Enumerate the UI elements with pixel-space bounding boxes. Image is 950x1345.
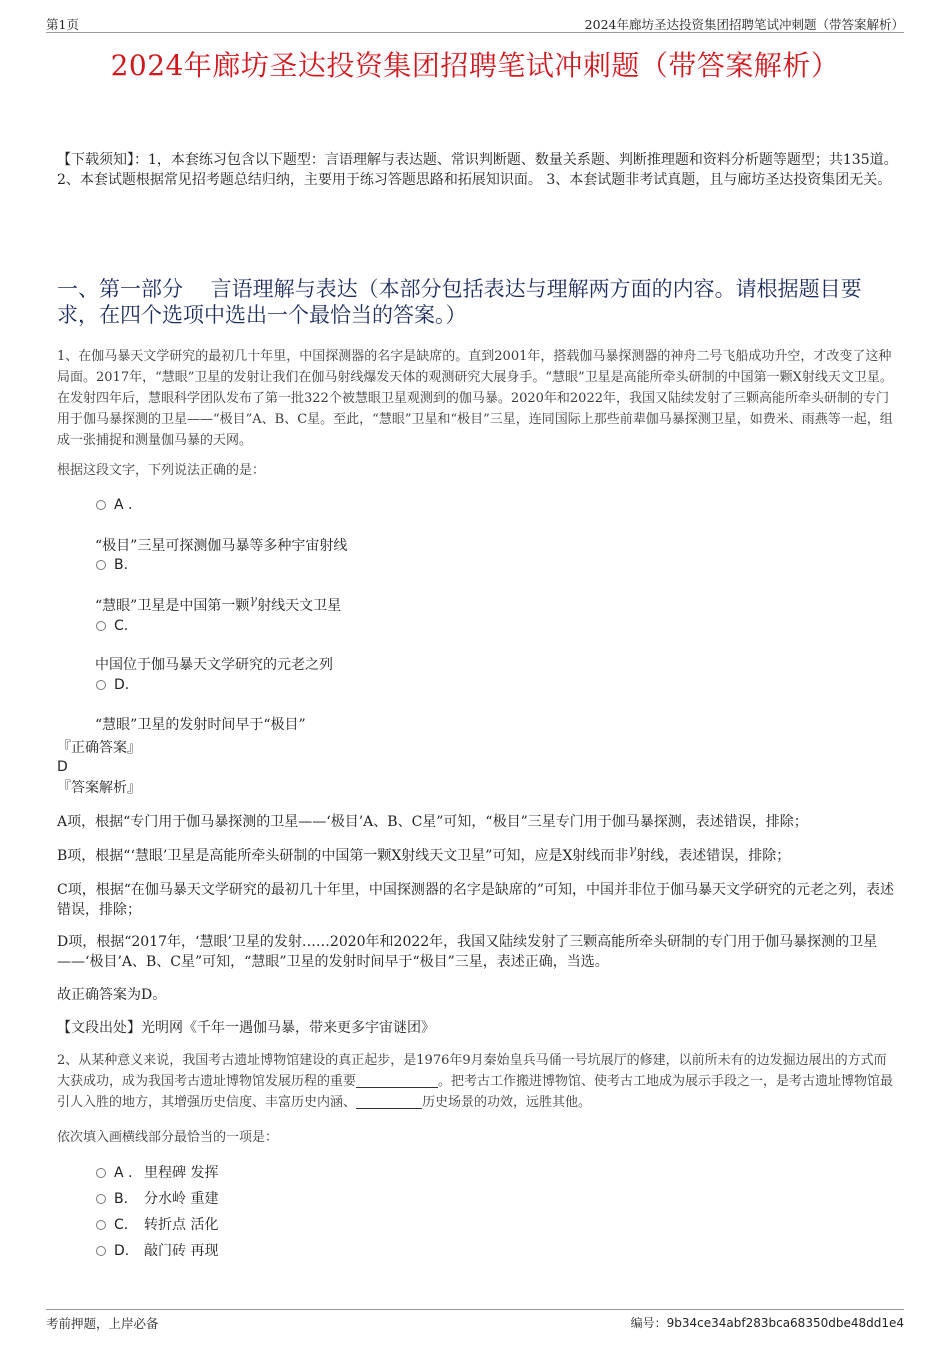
option-key: D. [114,677,130,693]
option-key: D. [114,1243,130,1259]
gamma-symbol: γ [249,593,258,608]
conclusion: 故正确答案为D。 [57,987,167,1003]
page-header [46,14,904,33]
option-key: B. [114,557,129,573]
source-citation: 【文段出处】光明网《千年一遇伽马暴，带来更多宇宙谜团》 [57,1020,435,1036]
q1-option-a-text: “极目”三星可探测伽马暴等多种宇宙射线 [95,538,348,554]
analysis-c: C项，根据“在伽马暴天文学研究的最初几十年里，中国探测器的名字是缺席的”可知，中国并非位于伽马暴天文学研究的元老之列，表述错误，排除； [57,882,895,918]
option-key: C. [114,618,129,634]
q1-option-c-text: 中国位于伽马暴天文学研究的元老之列 [95,657,333,673]
radio-icon[interactable] [96,680,106,690]
fill-blank-2 [356,1094,422,1109]
radio-icon[interactable] [96,500,106,510]
radio-icon[interactable] [96,1168,106,1178]
page-footer [46,1309,904,1330]
answer-label: 『正确答案』 [57,740,141,756]
answer-value: D [57,759,68,775]
option-text: 分水岭 重建 [144,1191,219,1207]
analysis-text-part: B项，根据“‘慧眼’卫星是高能所牵头研制的中国第一颗X射线天文卫星”可知，应是X射线而非 [57,848,629,864]
analysis-text-part: 射线，表述错误，排除； [636,848,791,864]
download-notice: 【下载须知】：1，本套练习包含以下题型：言语理解与表达题、常识判断题、数量关系题、判断推理题和资料分析题等题型；共135道。 2、本套试题根据常见招考题总结归纳，主要用于练习答题思路和拓展知识面。 3、本套试题非考试真题，且与廊坊圣达投资集团无关。 [57,152,898,188]
page-number: 第1页 [46,17,79,32]
q2-option-c[interactable] [96,1214,218,1234]
q1-option-b[interactable] [96,557,128,573]
q1-option-d-text: “慧眼”卫星的发射时间早于“极目” [95,717,306,733]
option-text: 里程碑 发挥 [144,1165,219,1181]
question-1-prompt: 根据这段文字，下列说法正确的是： [57,463,266,478]
q1-option-a[interactable] [96,497,132,513]
document-serial: 编号：9b34ce34abf283bca68350dbe48dd1e4 [630,1316,904,1330]
q1-option-c[interactable] [96,618,128,634]
stem-text-part: 历史场景的功效，远胜其他。 [422,1095,592,1110]
radio-icon[interactable] [96,1220,106,1230]
question-2-stem [57,1050,898,1113]
document-title: 2024年廊坊圣达投资集团招聘笔试冲刺题（带答案解析） [110,49,840,82]
analysis-a: A项，根据“专门用于伽马暴探测的卫星——‘极目’A、B、C星”可知，“极目”三星专门用于伽马暴探测，表述错误，排除； [57,814,808,830]
option-text: 敲门砖 再现 [144,1243,219,1259]
q1-option-b-text [95,595,341,615]
q2-option-b[interactable] [96,1188,218,1208]
option-text-part: 射线天文卫星 [257,598,342,614]
q2-option-d[interactable] [96,1240,218,1260]
gamma-symbol: γ [628,843,637,858]
q1-option-d[interactable] [96,677,129,693]
stem-text-part: 2、从某种意义来说，我国考古遗址博物馆建设的真正起步，是1976年9月秦始皇兵马俑一号坑展厅的修建，以前所未有的边发掘边展出的方式而大获成功，成为我国考古遗址博物馆发展历程的重要 [57,1053,887,1089]
question-2-prompt: 依次填入画横线部分最恰当的一项是： [57,1130,279,1145]
option-text: 转折点 活化 [144,1217,219,1233]
footer-slogan: 考前押题，上岸必备 [46,1316,159,1331]
header-doc-title: 2024年廊坊圣达投资集团招聘笔试冲刺题（带答案解析） [584,17,904,32]
option-text-part: “慧眼”卫星是中国第一颗 [95,598,250,614]
section-heading: 一、第一部分 言语理解与表达（本部分包括表达与理解两方面的内容。请根据题目要求，在四个选项中选出一个最恰当的答案。） [57,277,862,327]
radio-icon[interactable] [96,1194,106,1204]
option-key: C. [114,1217,129,1233]
analysis-label: 『答案解析』 [57,780,141,796]
option-key: A . [114,1165,133,1181]
option-key: A . [114,497,133,513]
radio-icon[interactable] [96,560,106,570]
stem-text-part: 。把考古工作搬进博物馆、使考古工地成为展示手段之一，是考古遗址博物馆最引人入胜的地方，其增强历史信度、丰富历史内涵、 [57,1074,894,1110]
radio-icon[interactable] [96,1246,106,1256]
option-key: B. [114,1191,129,1207]
question-1-stem: 1、在伽马暴天文学研究的最初几十年里，中国探测器的名字是缺席的。直到2001年，搭载伽马暴探测器的神舟二号飞船成功升空，才改变了这种局面。2017年，“慧眼”卫星的发射让我们在伽马射线爆发天体的观测研究大展身手。“慧眼”卫星是高能所牵头研制的中国第一颗X射线天文卫星。在发射四年后，慧眼科学团队发布了第一批322个被慧眼卫星观测到的伽马暴。2020年和2022年，我国又陆续发射了三颗高能所牵头研制的专门用于伽马暴探测的卫星——“极目”A、B、C星。至此，“慧眼”卫星和“极目”三星，连同国际上那些前辈伽马暴探测卫星，如费米、雨燕等一起，组成一张捕捉和测量伽马暴的天网。 [57,349,893,448]
fill-blank-1 [356,1073,438,1088]
analysis-d: D项，根据“2017年，‘慧眼’卫星的发射……2020年和2022年，我国又陆续发射了三颗高能所牵头研制的专门用于伽马暴探测的卫星——‘极目’A、B、C星”可知，“慧眼”卫星的发射时间早于“极目”三星，表述正确，当选。 [57,934,878,970]
q2-option-a[interactable] [96,1162,218,1182]
analysis-b [57,843,898,867]
radio-icon[interactable] [96,621,106,631]
